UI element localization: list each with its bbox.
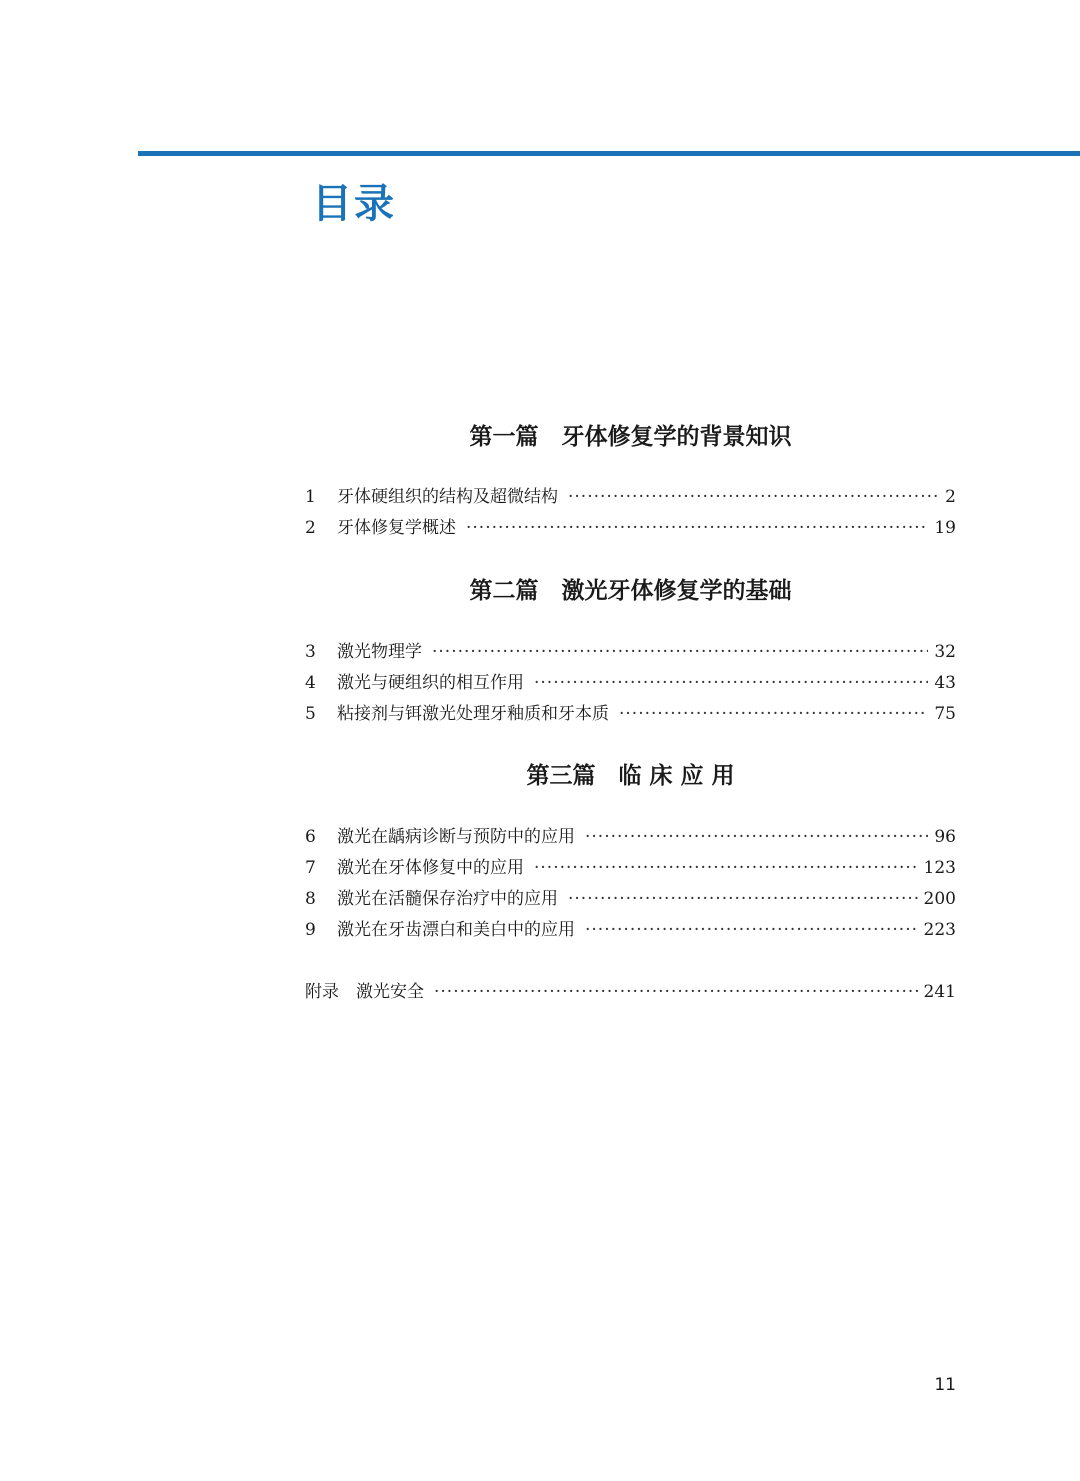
- entry-number: 1: [305, 487, 316, 507]
- entry-number: 5: [305, 704, 316, 724]
- dot-leader: [568, 886, 918, 912]
- entry-number: 7: [305, 858, 316, 878]
- toc-entry-5[interactable]: [305, 701, 956, 727]
- dot-leader: [585, 824, 928, 850]
- dot-leader: [534, 855, 918, 881]
- dot-leader: [434, 979, 918, 1005]
- toc-entry-2[interactable]: [305, 515, 956, 541]
- header-rule: [138, 151, 1080, 156]
- entry-title: 激光在牙体修复中的应用: [337, 858, 524, 878]
- part-heading-1: 第一篇 牙体修复学的背景知识: [469, 424, 792, 450]
- entry-page: 96: [934, 827, 956, 847]
- part-heading-3: 第三篇 临 床 应 用: [526, 763, 735, 789]
- entry-number: 8: [305, 889, 316, 909]
- entry-number: 9: [305, 920, 316, 940]
- toc-entry-3[interactable]: [305, 639, 956, 665]
- page-number: 11: [934, 1375, 956, 1395]
- toc-entry-6[interactable]: [305, 824, 956, 850]
- dot-leader: [432, 639, 928, 665]
- toc-entry-7[interactable]: [305, 855, 956, 881]
- entry-page: 223: [923, 920, 956, 940]
- part-heading-2: 第二篇 激光牙体修复学的基础: [469, 578, 792, 604]
- entry-number: 2: [305, 518, 316, 538]
- entry-title: 牙体硬组织的结构及超微结构: [337, 487, 558, 507]
- entry-page: 241: [923, 982, 956, 1002]
- entry-title: 粘接剂与铒激光处理牙釉质和牙本质: [337, 704, 609, 724]
- toc-entry-1[interactable]: [305, 484, 956, 510]
- entry-number: 3: [305, 642, 316, 662]
- entry-number: 4: [305, 673, 316, 693]
- entry-title: 激光与硬组织的相互作用: [337, 673, 524, 693]
- toc-entry-appendix[interactable]: [305, 979, 956, 1005]
- entry-page: 19: [934, 518, 956, 538]
- entry-page: 2: [945, 487, 956, 507]
- entry-page: 75: [934, 704, 956, 724]
- entry-page: 200: [923, 889, 956, 909]
- entry-number: 6: [305, 827, 316, 847]
- entry-title: 激光在龋病诊断与预防中的应用: [337, 827, 575, 847]
- dot-leader: [534, 670, 928, 696]
- entry-page: 32: [934, 642, 956, 662]
- entry-title: 激光在活髓保存治疗中的应用: [337, 889, 558, 909]
- entry-title: 激光物理学: [337, 642, 422, 662]
- dot-leader: [619, 701, 928, 727]
- dot-leader: [585, 917, 918, 943]
- toc-title: 目录: [312, 181, 396, 227]
- entry-title: 牙体修复学概述: [337, 518, 456, 538]
- dot-leader: [466, 515, 928, 541]
- entry-title: 激光在牙齿漂白和美白中的应用: [337, 920, 575, 940]
- entry-title: 附录 激光安全: [305, 982, 424, 1002]
- entry-page: 43: [934, 673, 956, 693]
- entry-page: 123: [923, 858, 956, 878]
- dot-leader: [568, 484, 939, 510]
- toc-entry-9[interactable]: [305, 917, 956, 943]
- toc-entry-4[interactable]: [305, 670, 956, 696]
- toc-entry-8[interactable]: [305, 886, 956, 912]
